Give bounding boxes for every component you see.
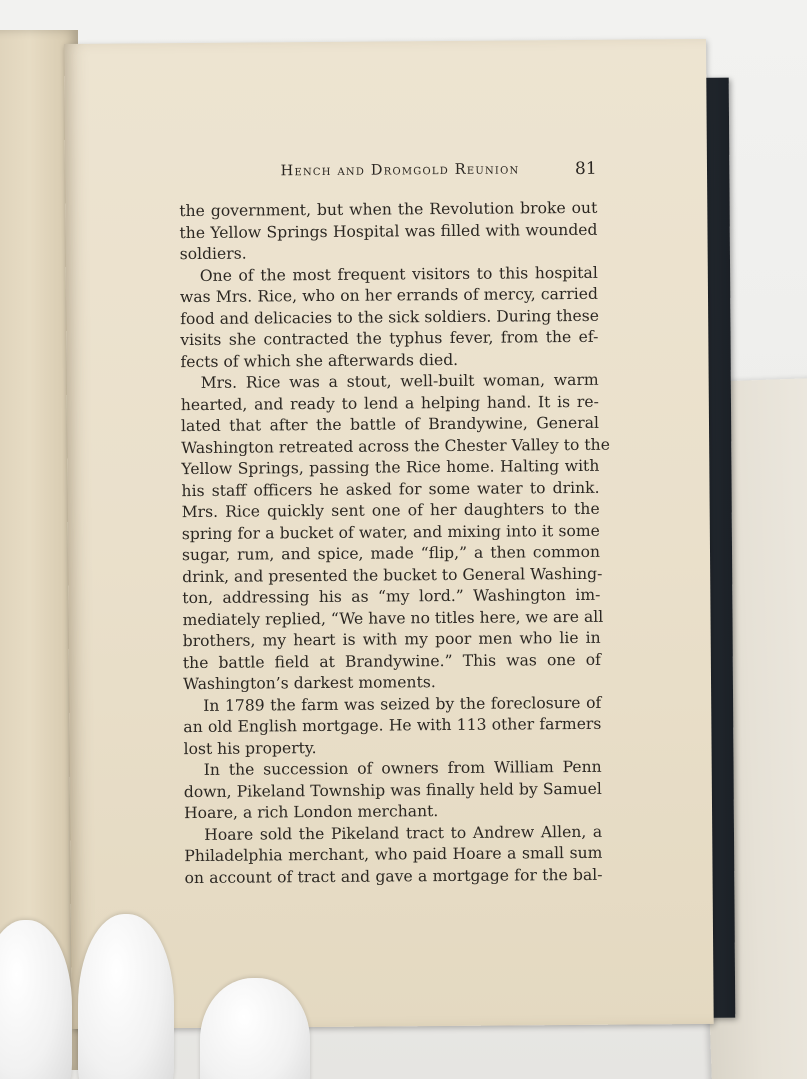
body-text xyxy=(179,198,610,889)
text-line: spring for a bucket of water, and mixing into it some xyxy=(181,521,600,543)
text-line: soldiers. xyxy=(179,244,247,264)
text-line: lost his property. xyxy=(183,738,317,758)
text-line: drink, and presented the bucket to General Washing- xyxy=(182,564,603,586)
text-line: Hoare sold the Pikeland tract to Andrew Allen, a xyxy=(204,822,603,844)
page-number: 81 xyxy=(574,158,597,179)
text-line: Hoare, a rich London merchant. xyxy=(183,802,439,823)
text-line: an old English mortgage. He with 113 other farmers xyxy=(183,714,602,737)
text-line: Mrs. Rice quickly sent one of her daughters to the xyxy=(181,499,600,522)
text-line: sugar, rum, and spice, made “flip,” a then common xyxy=(181,542,601,565)
running-head-title: Hench and Dromgold Reunion xyxy=(280,161,520,180)
book-page xyxy=(64,39,714,1029)
text-line: Mrs. Rice was a stout, well-built woman, warm xyxy=(200,370,599,392)
text-line: ton, addressing his as “my lord.” Washington im- xyxy=(182,585,601,608)
text-line: on account of tract and gave a mortgage for the bal- xyxy=(184,865,603,887)
glove-finger xyxy=(0,920,72,1079)
text-line: visits she contracted the typhus fever, from the ef- xyxy=(180,327,599,350)
text-line: was Mrs. Rice, who on her errands of mercy, carried xyxy=(179,284,599,307)
text-line: One of the most frequent visitors to this hospital xyxy=(199,263,598,285)
text-line: Philadelphia merchant, who paid Hoare a small sum xyxy=(184,843,603,866)
text-line: fects of which she afterwards died. xyxy=(180,350,459,371)
glove-finger xyxy=(200,978,310,1079)
gloved-hand xyxy=(0,900,360,1079)
text-line: Washington’s darkest moments. xyxy=(182,673,436,694)
glove-finger xyxy=(78,914,174,1079)
text-line: Yellow Springs, passing the Rice home. Halting with xyxy=(181,456,600,479)
text-line: In 1789 the farm was seized by the foreclosure of xyxy=(203,693,602,715)
text-line: hearted, and ready to lend a helping hand. It is re- xyxy=(180,392,599,414)
text-line: the battle field at Brandywine.” This was one of xyxy=(182,650,601,672)
text-line: lated that after the battle of Brandywine, General xyxy=(180,413,600,436)
text-line: the Yellow Springs Hospital was filled with wounded xyxy=(179,220,598,242)
running-head xyxy=(65,160,707,191)
text-line: In the succession of owners from William Penn xyxy=(203,757,602,779)
text-line: his staff officers he asked for some water to drink. xyxy=(181,478,600,500)
text-line: food and delicacies to the sick soldiers. During these xyxy=(180,306,600,328)
text-line: down, Pikeland Township was finally held by Samuel xyxy=(183,779,602,801)
text-line: mediately replied, “We have no titles here, we are all xyxy=(182,607,604,629)
text-line: the government, but when the Revolution broke out xyxy=(179,198,598,221)
text-line: Washington retreated across the Chester Valley to the xyxy=(181,435,610,457)
text-line: brothers, my heart is with my poor men who lie in xyxy=(182,628,601,651)
